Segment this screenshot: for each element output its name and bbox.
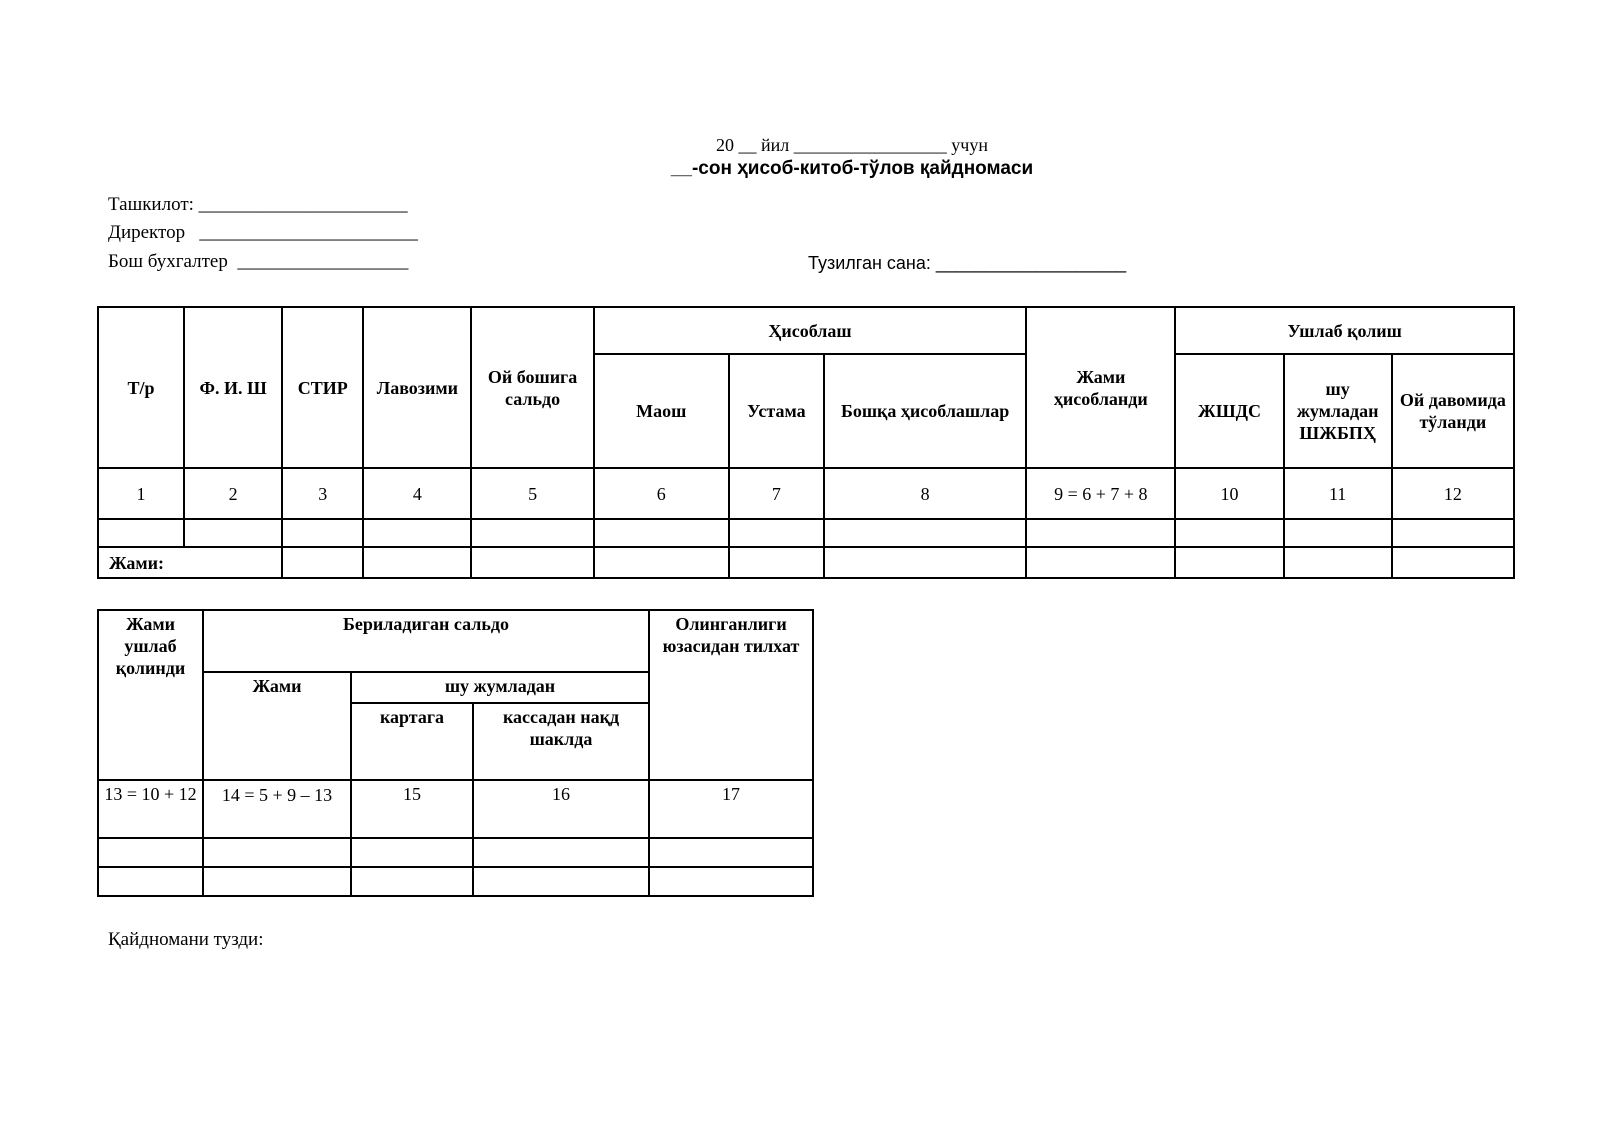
header-receipt: Олинганлиги юзасидан тилхат: [649, 610, 813, 780]
chief-accountant-field[interactable]: Бош бухгалтер __________________: [108, 251, 409, 272]
empty-cell[interactable]: [824, 547, 1026, 578]
empty-cell[interactable]: [1284, 547, 1392, 578]
table-header-row: [98, 307, 1514, 354]
header-incl-pension: шу жумладан ШЖБПҲ: [1284, 354, 1392, 468]
empty-cell[interactable]: [351, 867, 473, 896]
empty-cell[interactable]: [1392, 519, 1514, 547]
table-row: [98, 519, 1514, 547]
col-number: 5: [471, 468, 593, 519]
header-to-card: картага: [351, 703, 473, 780]
empty-cell[interactable]: [98, 838, 203, 867]
header-total: Жами: [203, 672, 351, 780]
header-total-deducted: Жами ушлаб қолинди: [98, 610, 203, 780]
empty-cell[interactable]: [363, 547, 471, 578]
col-number: 2: [184, 468, 282, 519]
table-header-row: [98, 610, 813, 672]
col-number: 1: [98, 468, 184, 519]
table-row: [98, 867, 813, 896]
payroll-table: [97, 306, 1515, 579]
col-number: 10: [1175, 468, 1283, 519]
empty-cell[interactable]: [1026, 547, 1175, 578]
empty-cell[interactable]: [473, 867, 649, 896]
organization-field[interactable]: Ташкилот: ______________________: [108, 194, 408, 215]
header-paid-during-month: Ой давомида тўланди: [1392, 354, 1514, 468]
header-opening-balance: Ой бошига сальдо: [471, 307, 593, 468]
header-pit: ЖШДС: [1175, 354, 1283, 468]
col-number: 12: [1392, 468, 1514, 519]
empty-cell[interactable]: [824, 519, 1026, 547]
empty-cell[interactable]: [729, 547, 824, 578]
empty-cell[interactable]: [1284, 519, 1392, 547]
col-number: 16: [473, 780, 649, 838]
col-number: 8: [824, 468, 1026, 519]
empty-cell[interactable]: [729, 519, 824, 547]
empty-cell[interactable]: [594, 519, 729, 547]
empty-cell[interactable]: [203, 838, 351, 867]
col-number: 4: [363, 468, 471, 519]
empty-cell[interactable]: [351, 838, 473, 867]
header-other-accruals: Бошқа ҳисоблашлар: [824, 354, 1026, 468]
col-number: 15: [351, 780, 473, 838]
header-fio: Ф. И. Ш: [184, 307, 282, 468]
empty-cell[interactable]: [184, 519, 282, 547]
header-cash: кассадан нақд шаклда: [473, 703, 649, 780]
header-balance-group: Бериладиган сальдо: [203, 610, 649, 672]
header-salary: Маош: [594, 354, 729, 468]
column-number-row: [98, 780, 813, 838]
balance-table: [97, 609, 814, 897]
empty-cell[interactable]: [363, 519, 471, 547]
col-number: 17: [649, 780, 813, 838]
table-row: [98, 838, 813, 867]
total-row: [98, 547, 1514, 578]
header-bonus: Устама: [729, 354, 824, 468]
col-number: 14 = 5 + 9 – 13: [203, 780, 351, 838]
empty-cell[interactable]: [473, 838, 649, 867]
header-total-accrued: Жами ҳисобланди: [1026, 307, 1175, 468]
director-field[interactable]: Директор _______________________: [108, 222, 418, 243]
col-number: 13 = 10 + 12: [98, 780, 203, 838]
empty-cell[interactable]: [1175, 547, 1283, 578]
empty-cell[interactable]: [471, 519, 593, 547]
empty-cell[interactable]: [471, 547, 593, 578]
header-accrual-group: Ҳисоблаш: [594, 307, 1027, 354]
empty-cell[interactable]: [649, 867, 813, 896]
empty-cell[interactable]: [1392, 547, 1514, 578]
header-position: Лавозими: [363, 307, 471, 468]
statement-title: __-сон ҳисоб-китоб-тўлов қайдномаси: [670, 158, 1034, 179]
header-deduction-group: Ушлаб қолиш: [1175, 307, 1514, 354]
empty-cell[interactable]: [203, 867, 351, 896]
col-number: 9 = 6 + 7 + 8: [1026, 468, 1175, 519]
date-made-field[interactable]: Тузилган сана: ___________________: [808, 253, 1127, 273]
empty-cell[interactable]: [98, 519, 184, 547]
col-number: 7: [729, 468, 824, 519]
empty-cell[interactable]: [649, 838, 813, 867]
header-num: Т/р: [98, 307, 184, 468]
column-number-row: [98, 468, 1514, 519]
header-stir: СТИР: [282, 307, 363, 468]
statement-period: 20 __ йил _________________ учун: [716, 135, 988, 155]
empty-cell[interactable]: [282, 519, 363, 547]
empty-cell[interactable]: [282, 547, 363, 578]
col-number: 6: [594, 468, 729, 519]
header-including: шу жумладан: [351, 672, 649, 703]
total-label: Жами:: [98, 547, 282, 578]
col-number: 11: [1284, 468, 1392, 519]
empty-cell[interactable]: [98, 867, 203, 896]
empty-cell[interactable]: [1026, 519, 1175, 547]
empty-cell[interactable]: [594, 547, 729, 578]
compiled-by-label: Қайдномани тузди:: [108, 929, 264, 950]
empty-cell[interactable]: [1175, 519, 1283, 547]
col-number: 3: [282, 468, 363, 519]
